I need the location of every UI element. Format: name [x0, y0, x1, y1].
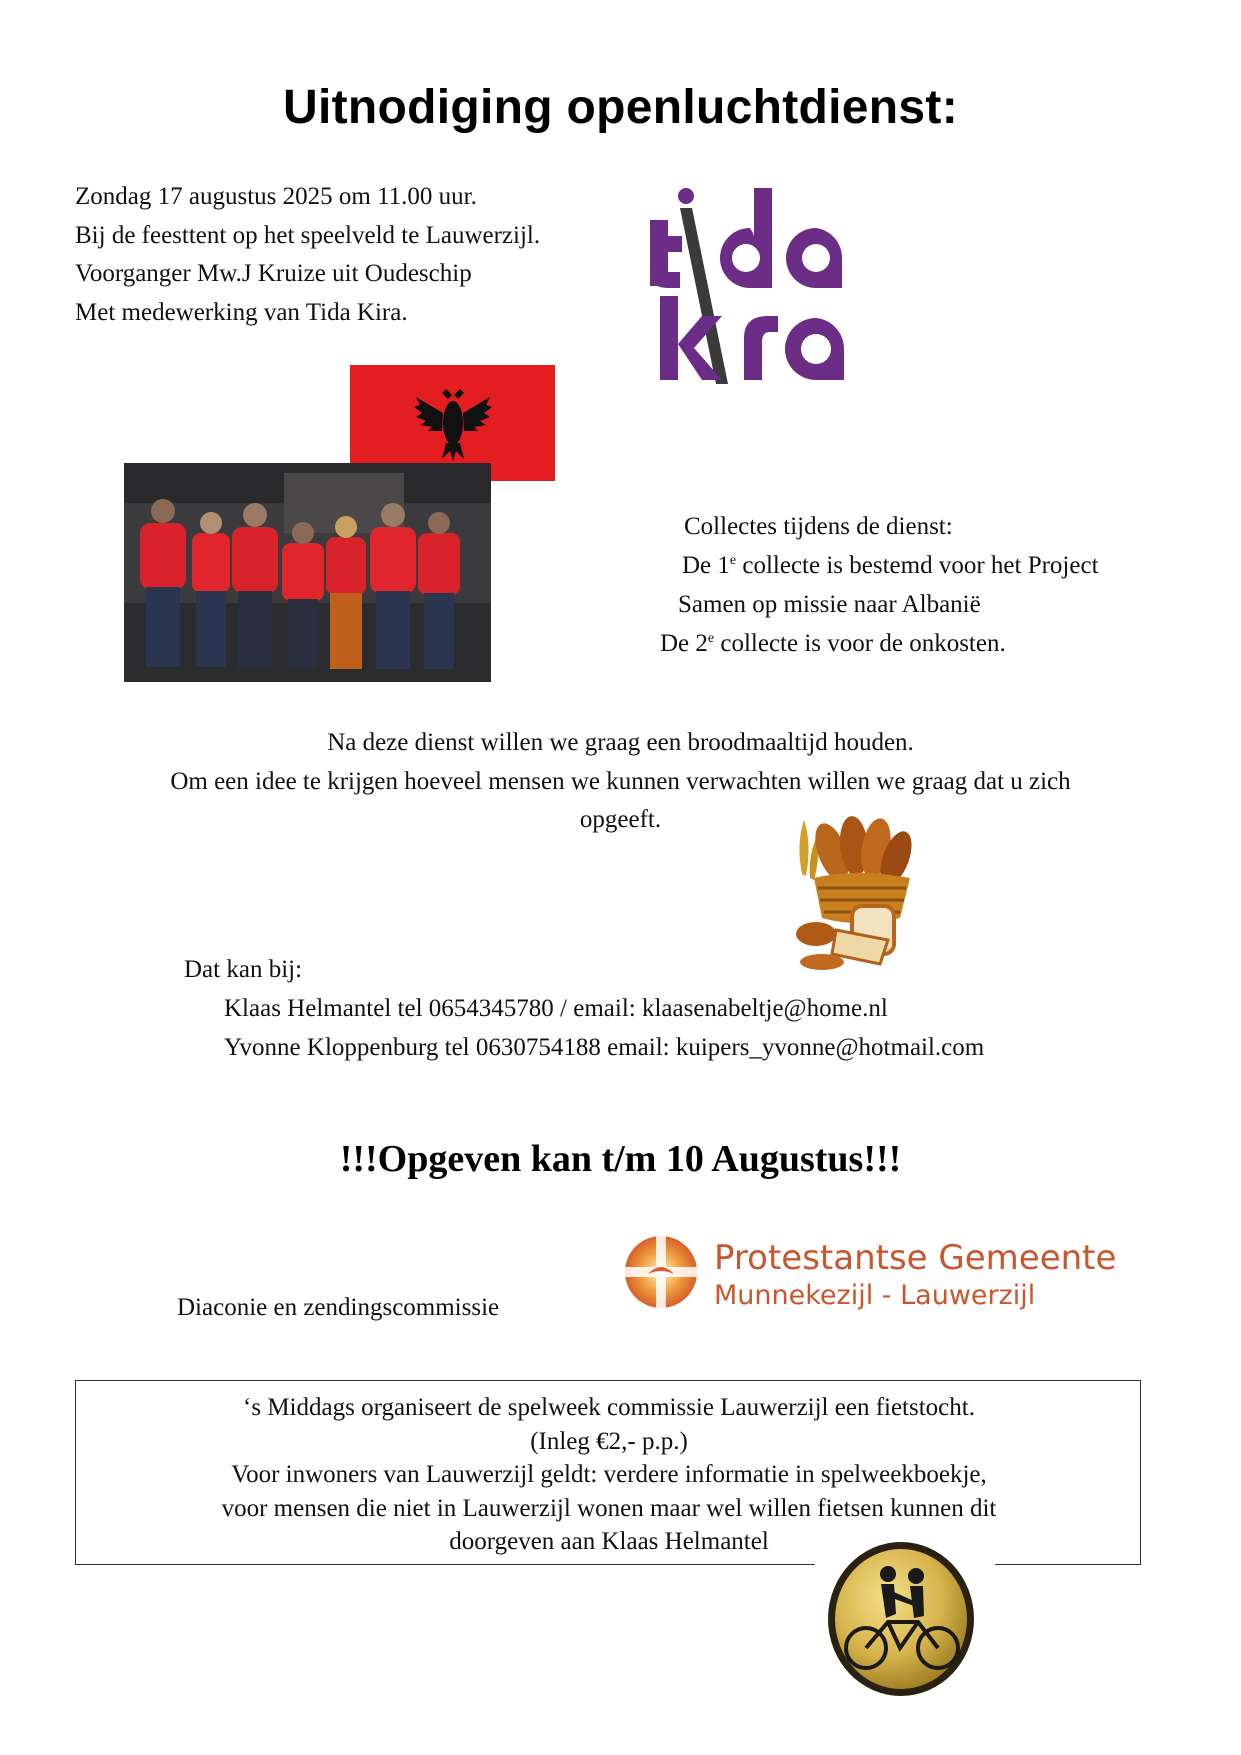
collection-first: De 1e collecte is bestemd voor het Project — [682, 552, 1099, 579]
afternoon-line-4: voor mensen die niet in Lauwerzijl wonen maar wel willen fietsen kunnen dit — [221, 1494, 997, 1522]
page-title: Uitnodiging openluchtdienst: — [283, 81, 958, 134]
service-location: Bij de feesttent op het speelveld te Lauwerzijl. — [75, 221, 541, 249]
afternoon-line-2: (Inleg €2,- p.p.) — [530, 1427, 688, 1455]
collections-heading: Collectes tijdens de dienst: — [684, 513, 953, 540]
afternoon-line-3: Voor inwoners van Lauwerzijl geldt: verdere informatie in spelweekboekje, — [231, 1461, 987, 1488]
meal-info — [0, 724, 1241, 840]
church-emblem-icon — [622, 1230, 700, 1314]
church-name-line-2: Munnekezijl - Lauwerzijl — [714, 1280, 1036, 1311]
service-info — [75, 178, 540, 332]
contacts-intro: Dat kan bij: — [184, 956, 303, 983]
meal-line-2: Om een idee te krijgen hoeveel mensen we kunnen verwachten willen we graag dat u zich — [170, 767, 1071, 795]
contact-klaas: Klaas Helmantel tel 0654345780 / email: klaasenabeltje@home.nl — [224, 995, 888, 1022]
service-date: Zondag 17 augustus 2025 om 11.00 uur. — [75, 183, 477, 210]
group-photo — [124, 463, 491, 682]
bread-basket-icon — [792, 814, 922, 974]
service-music: Met medewerking van Tida Kira. — [75, 298, 408, 326]
collection-project: Samen op missie naar Albanië — [678, 591, 981, 618]
church-name-line-1: Protestantse Gemeente — [714, 1238, 1117, 1278]
meal-line-1: Na deze dienst willen we graag een broodmaaltijd houden. — [327, 729, 914, 756]
deadline-notice: !!!Opgeven kan t/m 10 Augustus!!! — [339, 1138, 902, 1180]
service-preacher: Voorganger Mw.J Kruize uit Oudeschip — [75, 260, 472, 287]
contact-yvonne: Yvonne Kloppenburg tel 0630754188 email: kuipers_yvonne@hotmail.com — [224, 1034, 985, 1061]
afternoon-info-box — [75, 1380, 1141, 1565]
meal-line-3: opgeeft. — [579, 806, 662, 833]
signature: Diaconie en zendingscommissie — [177, 1294, 500, 1321]
afternoon-line-5: doorgeven aan Klaas Helmantel — [449, 1528, 769, 1555]
afternoon-line-1: ‘s Middags organiseert de spelweek commissie Lauwerzijl een fietstocht. — [243, 1394, 975, 1421]
tida-kira-logo — [650, 188, 858, 384]
tandem-bicycle-medal-icon — [826, 1540, 976, 1698]
church-logo — [622, 1228, 1117, 1320]
collection-second: De 2e collecte is voor de onkosten. — [660, 630, 1006, 657]
